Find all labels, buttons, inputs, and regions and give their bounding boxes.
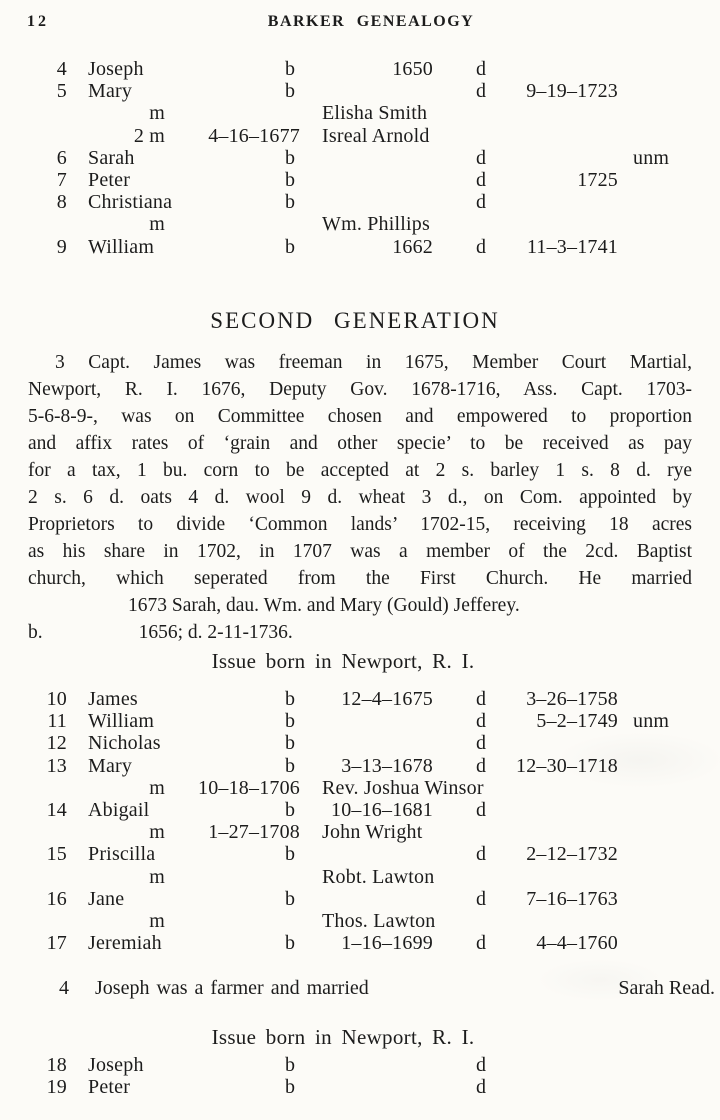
person-row — [0, 799, 720, 821]
birth-label: b — [285, 932, 296, 955]
row-number: 18 — [46, 1054, 67, 1076]
person-row — [0, 932, 720, 954]
person-name: Abigail — [88, 798, 150, 821]
person-row — [0, 1076, 720, 1098]
marriage-row — [0, 910, 720, 932]
paragraph-line — [28, 430, 692, 457]
unmarried-note: unm — [633, 146, 670, 169]
person-name: James — [88, 688, 138, 710]
birth-label: b. — [28, 622, 43, 643]
row-number: 5 — [56, 80, 67, 103]
death-date: 3–26–1758 — [526, 688, 618, 710]
issue-heading-james: Issue born in Newport, R. I. — [211, 649, 475, 673]
person-name: Mary — [88, 754, 133, 777]
paragraph-line-text: 2 s. 6 d. oats 4 d. wool 9 d. wheat 3 d., on Com. appointed by — [28, 487, 692, 508]
person-name: Sarah — [88, 146, 135, 169]
death-label: d — [476, 754, 487, 777]
birth-label: b — [285, 191, 296, 214]
paragraph-line — [28, 538, 692, 565]
person-row — [0, 688, 720, 710]
marriage-label: m — [149, 213, 165, 236]
marriage-row — [0, 777, 720, 799]
death-label: d — [476, 932, 487, 955]
spouse-name: Elisha Smith — [322, 102, 428, 125]
birth-death-line — [28, 619, 692, 646]
row-number: 19 — [46, 1076, 67, 1099]
person-name: Peter — [88, 1076, 131, 1099]
paragraph-line-text: and affix rates of ‘grain and other specie’ to be received as pay — [28, 433, 692, 454]
birth-date: 1–16–1699 — [341, 932, 433, 955]
person-row — [0, 1054, 720, 1076]
issue-table-joseph-children — [0, 1054, 720, 1098]
marriage-date: 10–18–1706 — [198, 776, 300, 799]
birth-date: 1662 — [392, 235, 433, 258]
death-date: 1725 — [577, 168, 618, 191]
biography-paragraph — [28, 349, 692, 646]
person-row — [0, 236, 720, 258]
paragraph-line — [28, 484, 692, 511]
section-heading: SECOND GENERATION — [210, 308, 500, 333]
death-label: d — [476, 732, 487, 755]
death-label: d — [476, 887, 487, 910]
marriage-label: m — [149, 821, 165, 844]
birth-label: b — [285, 710, 296, 733]
paragraph-line-text: 5-6-8-9-, was on Committee chosen and empowered to proportion — [28, 406, 692, 427]
biography-paragraph-lines — [28, 349, 692, 592]
marriage-label: m — [149, 909, 165, 932]
birth-label: b — [285, 168, 296, 191]
death-date: 9–19–1723 — [526, 80, 618, 103]
paragraph-line — [28, 511, 692, 538]
row-number: 7 — [56, 168, 67, 191]
row-number: 14 — [46, 798, 67, 821]
death-label: d — [476, 191, 487, 214]
person-row — [0, 710, 720, 732]
death-label: d — [476, 710, 487, 733]
paragraph-line-text: Capt. James was freeman in 1675, Member Court Martial, — [88, 352, 692, 373]
row-number: 9 — [56, 235, 67, 258]
death-label: d — [476, 1054, 487, 1076]
death-label: d — [476, 1076, 487, 1099]
spouse-name: Wm. Phillips — [322, 213, 430, 236]
birth-date: 10–16–1681 — [331, 798, 433, 821]
paragraph-line-text: for a tax, 1 bu. corn to be accepted at 2 s. barley 1 s. 8 d. rye — [28, 460, 692, 481]
summary-text: Joseph was a farmer and married — [95, 977, 369, 999]
birth-label: b — [285, 146, 296, 169]
spouse-name: Sarah Read. — [618, 977, 715, 999]
death-date: 4–4–1760 — [536, 932, 618, 955]
birth-label: b — [285, 688, 296, 710]
person-row — [0, 888, 720, 910]
person-name: Joseph — [88, 58, 144, 80]
death-date: 12–30–1718 — [516, 754, 618, 777]
row-number: 11 — [47, 710, 67, 733]
paragraph-line — [28, 457, 692, 484]
death-label: d — [476, 168, 487, 191]
spouse-name: Thos. Lawton — [322, 909, 436, 932]
death-label: d — [476, 80, 487, 103]
person-row — [0, 58, 720, 80]
person-name: Mary — [88, 80, 133, 103]
row-number: 6 — [56, 146, 67, 169]
person-row — [0, 755, 720, 777]
death-label: d — [476, 146, 487, 169]
person-name: Jane — [88, 887, 125, 910]
issue-table-james-children — [0, 688, 720, 954]
person-row — [0, 80, 720, 102]
entry-number: 3 — [55, 352, 65, 373]
person-row — [0, 843, 720, 865]
birth-label: b — [285, 887, 296, 910]
page-header-title: BARKER GENEALOGY — [267, 13, 475, 30]
marriage-row — [0, 866, 720, 888]
marriage-row — [0, 125, 720, 147]
paragraph-line — [28, 565, 692, 592]
spouse-name: Robt. Lawton — [322, 865, 435, 888]
person-name: Jeremiah — [88, 932, 162, 955]
death-label: d — [476, 235, 487, 258]
page-number: 12 — [27, 13, 49, 30]
person-name: Priscilla — [88, 843, 156, 866]
birth-label: b — [285, 80, 296, 103]
person-row — [0, 169, 720, 191]
marriage-row — [0, 213, 720, 235]
paragraph-line-text: church, which seperated from the First Church. He married — [28, 568, 692, 589]
marriage-row — [0, 102, 720, 124]
issue-table-first-generation — [0, 58, 720, 258]
unmarried-note: unm — [633, 710, 670, 733]
paragraph-line-text: Proprietors to divide ‘Common lands’ 1702-15, receiving 18 acres — [28, 514, 692, 535]
row-number: 4 — [56, 58, 67, 80]
spouse-name: Rev. Joshua Winsor — [322, 776, 484, 799]
marriage-label: 2 m — [133, 124, 165, 147]
spouse-name: Isreal Arnold — [322, 124, 430, 147]
paragraph-line-text: as his share in 1702, in 1707 was a member of the 2cd. Baptist — [28, 541, 692, 562]
paragraph-line — [28, 376, 692, 403]
death-date: 5–2–1749 — [536, 710, 618, 733]
person-name: Peter — [88, 168, 131, 191]
death-date: 11–3–1741 — [526, 235, 618, 258]
paragraph-line — [28, 403, 692, 430]
row-number: 8 — [56, 191, 67, 214]
person-name: Nicholas — [88, 732, 161, 755]
marriage-label: m — [149, 102, 165, 125]
spouse-name: John Wright — [322, 821, 423, 844]
person-row — [0, 732, 720, 754]
person-name: Joseph — [88, 1054, 144, 1076]
death-label: d — [476, 58, 487, 80]
issue-heading-joseph: Issue born in Newport, R. I. — [211, 1025, 475, 1049]
person-row — [0, 191, 720, 213]
row-number: 13 — [46, 754, 67, 777]
birth-date: 1650 — [392, 58, 433, 80]
birth-label: b — [285, 732, 296, 755]
death-label: d — [476, 798, 487, 821]
birth-label: b — [285, 58, 296, 80]
marriage-date: 1–27–1708 — [208, 821, 300, 844]
marriage-date: 4–16–1677 — [208, 124, 300, 147]
birth-label: b — [285, 843, 296, 866]
birth-date: 3–13–1678 — [341, 754, 433, 777]
death-date: 7–16–1763 — [526, 887, 618, 910]
birth-label: b — [285, 798, 296, 821]
death-date: 2–12–1732 — [526, 843, 618, 866]
person-name: William — [88, 710, 155, 733]
birth-label: b — [285, 1054, 296, 1076]
entry-number: 4 — [59, 977, 69, 999]
death-label: d — [476, 843, 487, 866]
marriage-continuation-line: 1673 Sarah, dau. Wm. and Mary (Gould) Jefferey. — [128, 595, 520, 616]
paragraph-line — [28, 349, 692, 376]
row-number: 17 — [46, 932, 67, 955]
birth-label: b — [285, 235, 296, 258]
birth-label: b — [285, 754, 296, 777]
death-label: d — [476, 688, 487, 710]
row-number: 16 — [46, 887, 67, 910]
person-row — [0, 147, 720, 169]
person-name: Christiana — [88, 191, 173, 214]
row-number: 15 — [46, 843, 67, 866]
person-name: William — [88, 235, 155, 258]
marriage-row — [0, 821, 720, 843]
birth-date: 12–4–1675 — [341, 688, 433, 710]
marriage-label: m — [149, 865, 165, 888]
paragraph-line-text: Newport, R. I. 1676, Deputy Gov. 1678-1716, Ass. Capt. 1703- — [28, 379, 692, 400]
marriage-label: m — [149, 776, 165, 799]
birth-label: b — [285, 1076, 296, 1099]
birth-death-dates: 1656; d. 2-11-1736. — [138, 622, 293, 643]
row-number: 10 — [46, 688, 67, 710]
row-number: 12 — [46, 732, 67, 755]
joseph-summary-line — [0, 977, 720, 1001]
